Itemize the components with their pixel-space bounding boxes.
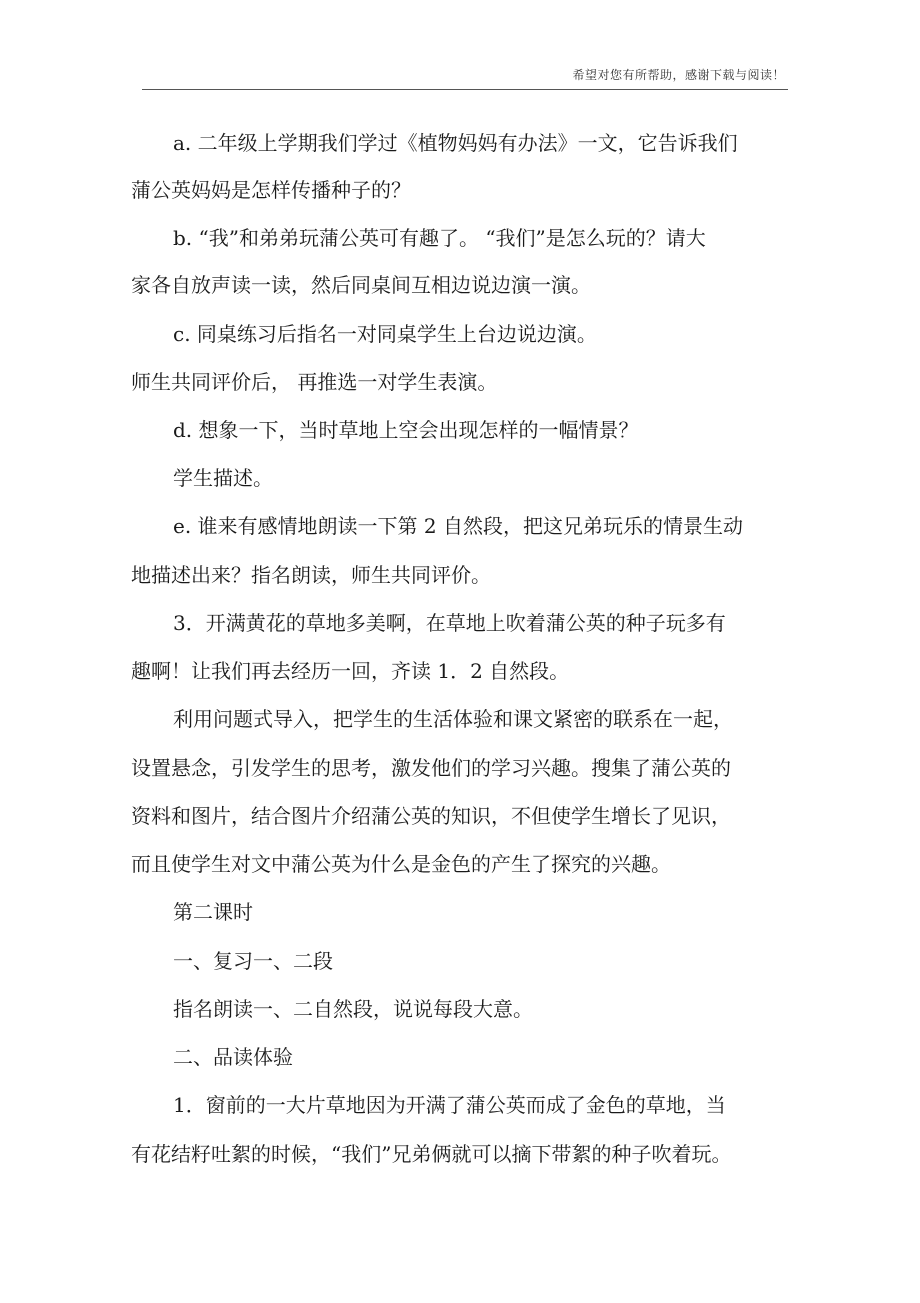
- text-line: d. 想象一下，当时草地上空会出现怎样的一幅情景？: [173, 418, 639, 442]
- text-line: 学生描述。: [173, 466, 273, 490]
- text-line: 趣啊！让我们再去经历一回，齐读 1．2 自然段。: [131, 659, 570, 683]
- header-divider: [142, 89, 788, 90]
- text-line: e. 谁来有感情地朗读一下第 2 自然段，把这兄弟玩乐的情景生动: [173, 514, 743, 538]
- section-heading: 二、品读体验: [173, 1045, 293, 1069]
- text-line: 1．窗前的一大片草地因为开满了蒲公英而成了金色的草地，当: [173, 1093, 726, 1117]
- text-line: 师生共同评价后， 再推选一对学生表演。: [131, 370, 498, 394]
- text-line: 蒲公英妈妈是怎样传播种子的？: [131, 178, 411, 202]
- text-line: 有花结籽吐絮的时候，“我们”兄弟俩就可以摘下带絮的种子吹着玩。: [131, 1142, 732, 1166]
- text-line: 而且使学生对文中蒲公英为什么是金色的产生了探究的兴趣。: [131, 852, 671, 876]
- text-line: 设置悬念，引发学生的思考，激发他们的学习兴趣。搜集了蒲公英的: [131, 756, 731, 780]
- section-heading: 第二课时: [173, 900, 253, 924]
- text-line: 资料和图片，结合图片介绍蒲公英的知识，不但使学生增长了见识，: [131, 804, 731, 828]
- text-line: 指名朗读一、二自然段，说说每段大意。: [173, 997, 533, 1021]
- section-heading: 一、复习一、二段: [173, 949, 333, 973]
- header-note: 希望对您有所帮助，感谢下载与阅读！: [572, 68, 785, 82]
- text-line: 3．开满黄花的草地多美啊，在草地上吹着蒲公英的种子玩多有: [173, 611, 726, 635]
- text-line: b. “我”和弟弟玩蒲公英可有趣了。 “我们”是怎么玩的？请大: [173, 226, 706, 250]
- text-line: 利用问题式导入，把学生的生活体验和课文紧密的联系在一起，: [173, 707, 733, 731]
- text-line: c. 同桌练习后指名一对同桌学生上台边说边演。: [173, 322, 597, 346]
- text-line: a. 二年级上学期我们学过《植物妈妈有办法》一文，它告诉我们: [173, 131, 738, 155]
- text-line: 家各自放声读一读，然后同桌间互相边说边演一演。: [131, 273, 591, 297]
- text-line: 地描述出来？指名朗读，师生共同评价。: [131, 563, 491, 587]
